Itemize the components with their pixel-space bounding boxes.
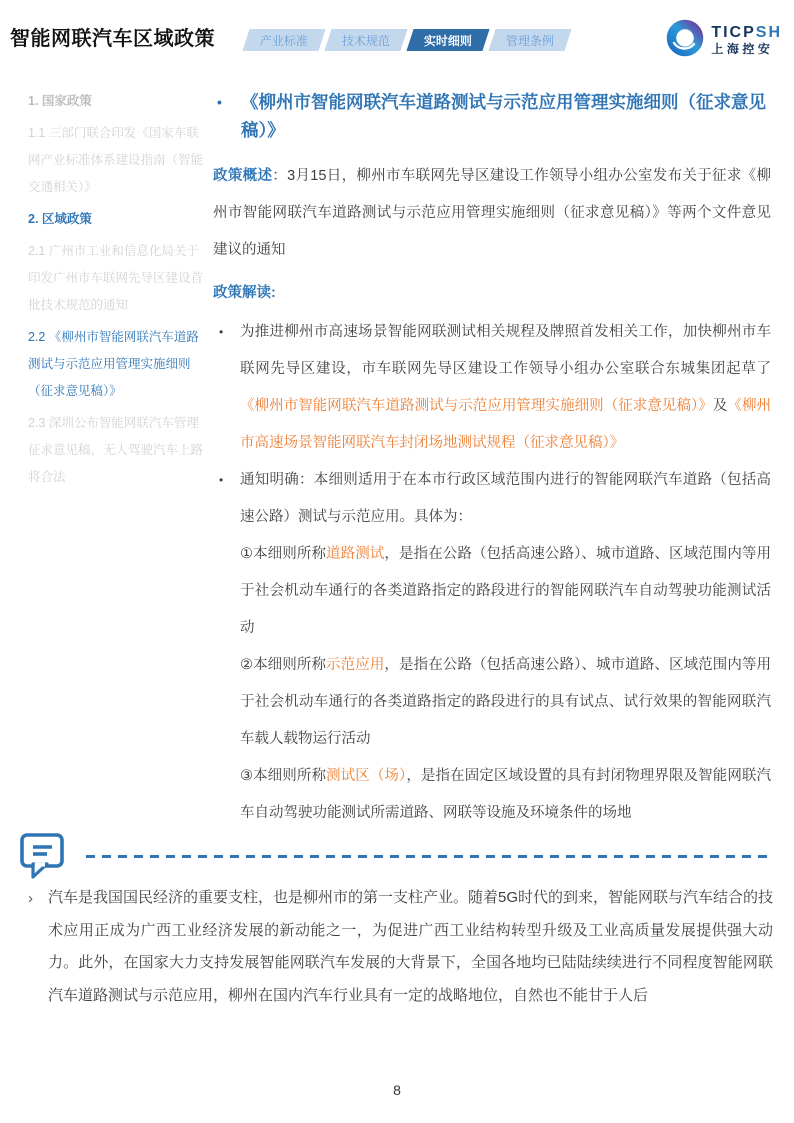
commentary-paragraph — [28, 882, 773, 1012]
logo-name: TICPSH — [711, 24, 782, 42]
sidebar-item-2-1[interactable]: 2.1 广州市工业和信息化局关于印发广州市车联网先导区建设首批技术规范的通知 — [28, 244, 204, 312]
logo-text — [711, 24, 782, 56]
title-bullet-icon: • — [217, 94, 222, 110]
page-number: 8 — [393, 1082, 401, 1098]
sidebar-item-2-3[interactable]: 2.3 深圳公布智能网联汽车管理征求意见稿，无人驾驶汽车上路将合法 — [28, 416, 204, 484]
speech-bubble-icon — [20, 833, 66, 886]
page-title: 智能网联汽车区域政策 — [10, 28, 215, 50]
article-title — [213, 88, 771, 144]
tab-label: 实时细则 — [423, 33, 472, 48]
tab-label: 技术规范 — [341, 33, 390, 48]
bullet1-text: 为推进柳州市高速场景智能网联测试相关规程及牌照首发相关工作，加快柳州市车联网先导区建设，市车联网先导区建设工作领导小组办公室联合东城集团起草了 — [240, 324, 771, 377]
bullet2-intro: 通知明确：本细则适用于在本市行政区域范围内进行的智能网联汽车道路（包括高速公路）测试与示范应用。具体为： — [240, 472, 771, 525]
article-content — [213, 88, 771, 832]
document-link-2[interactable]: 《柳州市高速场景智能网联汽车封闭场地测试规程（征求意见稿）》 — [240, 398, 772, 451]
toc-sidebar — [28, 88, 208, 496]
list-bullet-icon: • — [219, 325, 224, 339]
comment-arrow-marker: › — [28, 890, 33, 907]
tab-management-regulation[interactable] — [488, 29, 571, 51]
list-bullet-icon: • — [219, 473, 224, 487]
dashed-separator — [86, 855, 771, 858]
term-road-test: 道路测试 — [326, 546, 385, 562]
logo-swirl-icon — [665, 18, 705, 63]
tab-label: 管理条例 — [505, 33, 554, 48]
sidebar-item-1-1[interactable]: 1.1 三部门联合印发《国家车联网产业标准体系建设指南（智能交通相关）》 — [28, 126, 204, 194]
header-tabs — [246, 29, 568, 51]
term-test-zone: 测试区（场） — [326, 768, 407, 784]
sidebar-item-2-2-current[interactable]: 2.2 《柳州市智能网联汽车道路测试与示范应用管理实施细则（征求意见稿）》 — [28, 330, 199, 398]
tab-label: 产业标准 — [259, 33, 308, 48]
interpretation-bullet-2: • 通知明确：本细则适用于在本市行政区域范围内进行的智能网联汽车道路（包括高速公路）测试与示范应用。具体为： ①本细则所称道路测试，是指在公路（包括高速公路）、城市道路、区域范围内等用于社会机动车通行的各类道路指定的路段进行的智能网联汽车自动驾驶功能测试活动 ②本细则所称示范应用，是指在公路（包括高速公路）、城市道路、区域范围内等用于社会机动车通行的各类道路指定的路段进行的具有试点、试行效果的智能网联汽车载人载物运行活动 ③本细则所称测试区（场），是指在固定区域设置的具有封闭物理界限及智能网联汽车自动驾驶功能测试所需道路、网联等设施及环境条件的场地 — [213, 462, 771, 832]
commentary-text: 汽车是我国国民经济的重要支柱，也是柳州市的第一支柱产业。随着5G时代的到来，智能网联与汽车结合的技术应用正成为广西工业经济发展的新动能之一，为促进广西工业结构转型升级及工业高质量发展提供强大动力。此外，在国家大力支持发展智能网联汽车发展的大背景下，全国各地均已陆陆续续进行不同程度智能网联汽车道路测试与示范应用，柳州在国内汽车行业具有一定的战略地位，自然也不能甘于人后 — [48, 889, 774, 1004]
sidebar-item-regional-policy[interactable]: 2. 区域政策 — [28, 212, 92, 226]
comment-divider — [20, 833, 771, 885]
tab-realtime-rules[interactable] — [406, 29, 489, 51]
policy-overview-label: 政策概述 — [213, 168, 273, 184]
tab-technical-spec[interactable] — [324, 29, 407, 51]
tab-industry-standard[interactable] — [242, 29, 325, 51]
policy-overview-paragraph: 政策概述：3月15日，柳州市车联网先导区建设工作领导小组办公室发布关于征求《柳州市智能网联汽车道路测试与示范应用管理实施细则（征求意见稿）》等两个文件意见建议的通知 — [213, 168, 772, 258]
term-demo-application: 示范应用 — [326, 657, 385, 673]
sidebar-item-national-policy[interactable]: 1. 国家政策 — [28, 94, 92, 108]
policy-interpretation-label: 政策解读 — [213, 285, 271, 301]
document-link-1[interactable]: 《柳州市智能网联汽车道路测试与示范应用管理实施细则（征求意见稿）》 — [240, 398, 713, 414]
page-header — [0, 0, 794, 70]
policy-overview-text: 3月15日，柳州市车联网先导区建设工作领导小组办公室发布关于征求《柳州市智能网联汽车道路测试与示范应用管理实施细则（征求意见稿）》等两个文件意见建议的通知 — [213, 168, 772, 258]
policy-interpretation-heading: 政策解读: — [213, 285, 276, 301]
interpretation-bullet-1: • 为推进柳州市高速场景智能网联测试相关规程及牌照首发相关工作，加快柳州市车联网先导区建设，市车联网先导区建设工作领导小组办公室联合东城集团起草了《柳州市智能网联汽车道路测试与示范应用管理实施细则（征求意见稿）》及《柳州市高速场景智能网联汽车封闭场地测试规程（征求意见稿）》 — [213, 314, 771, 462]
company-logo — [665, 18, 782, 63]
logo-subtitle: 上海控安 — [711, 41, 774, 56]
article-title-text: 《柳州市智能网联汽车道路测试与示范应用管理实施细则（征求意见稿）》 — [241, 92, 766, 140]
